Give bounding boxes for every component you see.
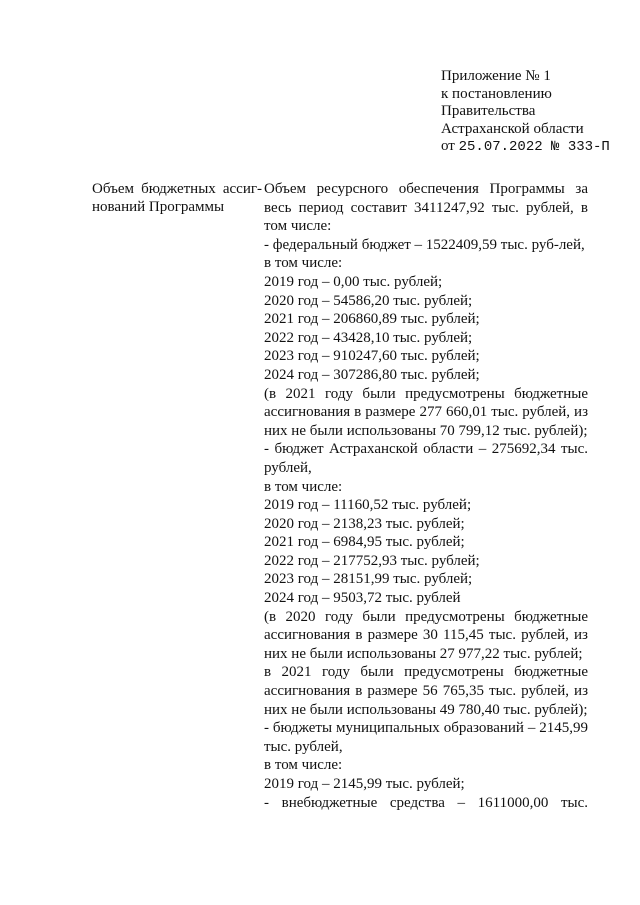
federal-note: (в 2021 году были предусмотрены бюджетные ассигнования в размере 277 660,01 тыс. рублей, из них не были использованы 70 799,12 тыс. рублей); <box>264 385 588 439</box>
municipal-including: в том числе: <box>264 757 343 774</box>
regional-2022: 2022 год – 217752,93 тыс. рублей; <box>264 552 480 569</box>
regional-2023: 2023 год – 28151,99 тыс. рублей; <box>264 571 473 588</box>
appendix-date-number <box>441 138 610 157</box>
appendix-date-prefix: от <box>441 138 455 154</box>
section-label: Объем бюджетных ассиг-нований Программы <box>92 181 262 215</box>
regional-note-2021: в 2021 году были предусмотрены бюджетные ассигнования в размере 56 765,35 тыс. рублей, из них не были использованы 49 780,40 тыс. рублей); <box>264 664 588 718</box>
regional-budget: - бюджет Астраханской области – 275692,34 тыс. рублей, <box>264 441 588 476</box>
federal-including: в том числе: <box>264 255 343 272</box>
funding-intro: Объем ресурсного обеспечения Программы за весь период составит 3411247,92 тыс. рублей, в том числе: <box>264 181 588 235</box>
appendix-line-resolution: к постановлению <box>441 85 552 102</box>
municipal-2019: 2019 год – 2145,99 тыс. рублей; <box>264 776 465 792</box>
regional-including: в том числе: <box>264 478 343 495</box>
funding-text <box>264 180 588 812</box>
regional-2020: 2020 год – 2138,23 тыс. рублей; <box>264 515 465 532</box>
municipal-budgets: - бюджеты муниципальных образований – 2145,99 тыс. рублей, <box>264 720 588 755</box>
federal-2020: 2020 год – 54586,20 тыс. рублей; <box>264 292 473 309</box>
federal-2021: 2021 год – 206860,89 тыс. рублей; <box>264 311 480 328</box>
appendix-title: Приложение № 1 <box>441 68 551 84</box>
federal-2022: 2022 год – 43428,10 тыс. рублей; <box>264 329 473 346</box>
regional-2019: 2019 год – 11160,52 тыс. рублей; <box>264 497 472 514</box>
regional-2021: 2021 год – 6984,95 тыс. рублей; <box>264 534 465 551</box>
appendix-line-government: Правительства <box>441 103 536 119</box>
federal-budget: - федеральный бюджет – 1522409,59 тыс. руб-лей, <box>264 236 585 253</box>
federal-2024: 2024 год – 307286,80 тыс. рублей; <box>264 366 480 383</box>
appendix-line-region: Астраханской области <box>441 120 584 137</box>
regional-2024: 2024 год – 9503,72 тыс. рублей <box>264 590 461 607</box>
federal-2023: 2023 год – 910247,60 тыс. рублей; <box>264 348 480 365</box>
federal-2019: 2019 год – 0,00 тыс. рублей; <box>264 273 443 290</box>
appendix-date-value: 25.07.2022 № 333-П <box>458 139 610 155</box>
extrabudgetary-funds: - внебюджетные средства – 1611000,00 тыс. <box>264 794 588 811</box>
appendix-header <box>441 68 610 157</box>
regional-note-2020: (в 2020 году были предусмотрены бюджетные ассигнования в размере 30 115,45 тыс. рублей, из них не были использованы 27 977,22 тыс. рублей; <box>264 608 588 662</box>
